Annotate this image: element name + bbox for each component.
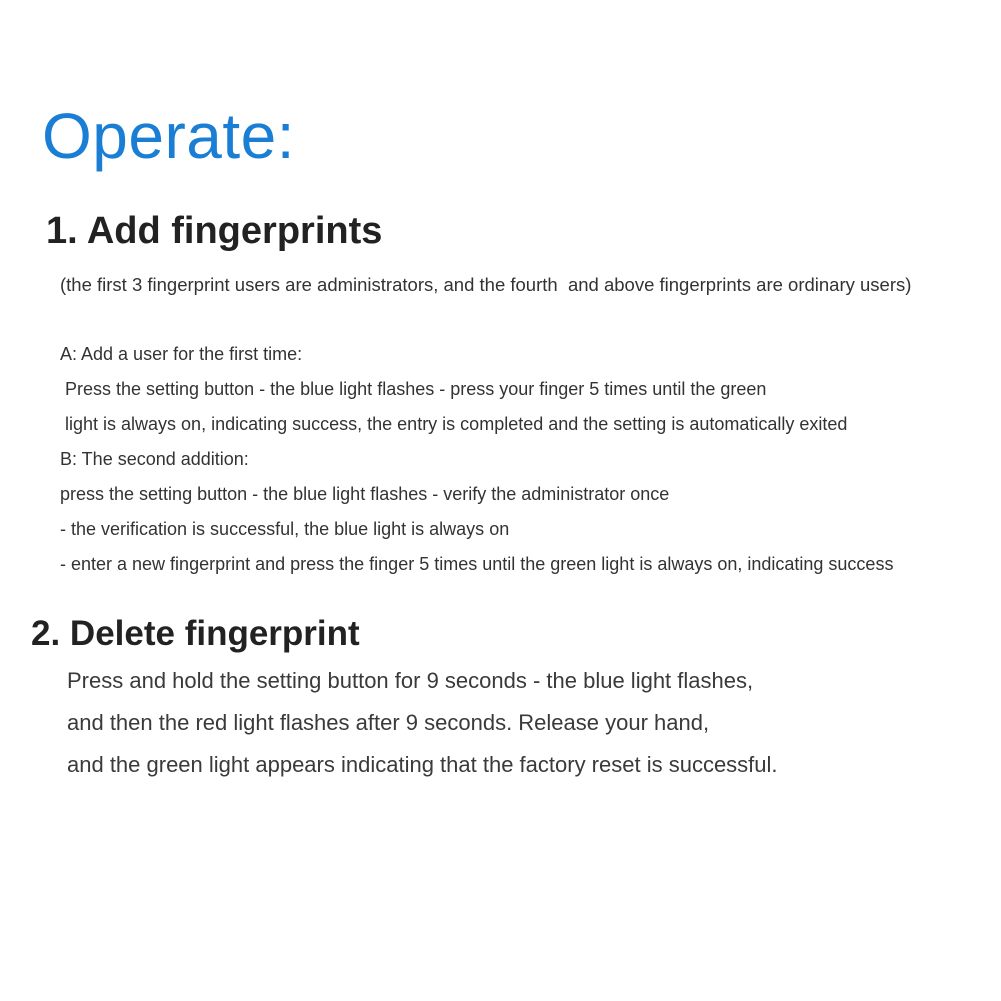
delete-line-2: and then the red light flashes after 9 seconds. Release your hand,	[67, 710, 710, 735]
add-line-a-title: A: Add a user for the first time:	[60, 344, 303, 364]
add-note: (the first 3 fingerprint users are administrators, and the fourth and above fingerprints are ordinary users)	[60, 274, 912, 295]
add-line-a-step-1: Press the setting button - the blue light flashes - press your finger 5 times until the green	[60, 379, 767, 399]
delete-line-1: Press and hold the setting button for 9 seconds - the blue light flashes,	[67, 668, 754, 693]
add-line-b-step-2: - the verification is successful, the blue light is always on	[60, 519, 510, 539]
delete-fingerprint-heading: 2. Delete fingerprint	[31, 614, 360, 653]
add-line-a-step-2: light is always on, indicating success, the entry is completed and the setting is automatically exited	[60, 414, 848, 434]
delete-line-3: and the green light appears indicating that the factory reset is successful.	[67, 752, 778, 777]
add-line-b-title: B: The second addition:	[60, 449, 249, 469]
page-title: Operate:	[42, 100, 296, 172]
add-line-b-step-1: press the setting button - the blue light flashes - verify the administrator once	[60, 484, 670, 504]
add-line-b-step-3: - enter a new fingerprint and press the finger 5 times until the green light is always on, indicating success	[60, 554, 894, 574]
add-fingerprints-heading: 1. Add fingerprints	[46, 210, 383, 252]
